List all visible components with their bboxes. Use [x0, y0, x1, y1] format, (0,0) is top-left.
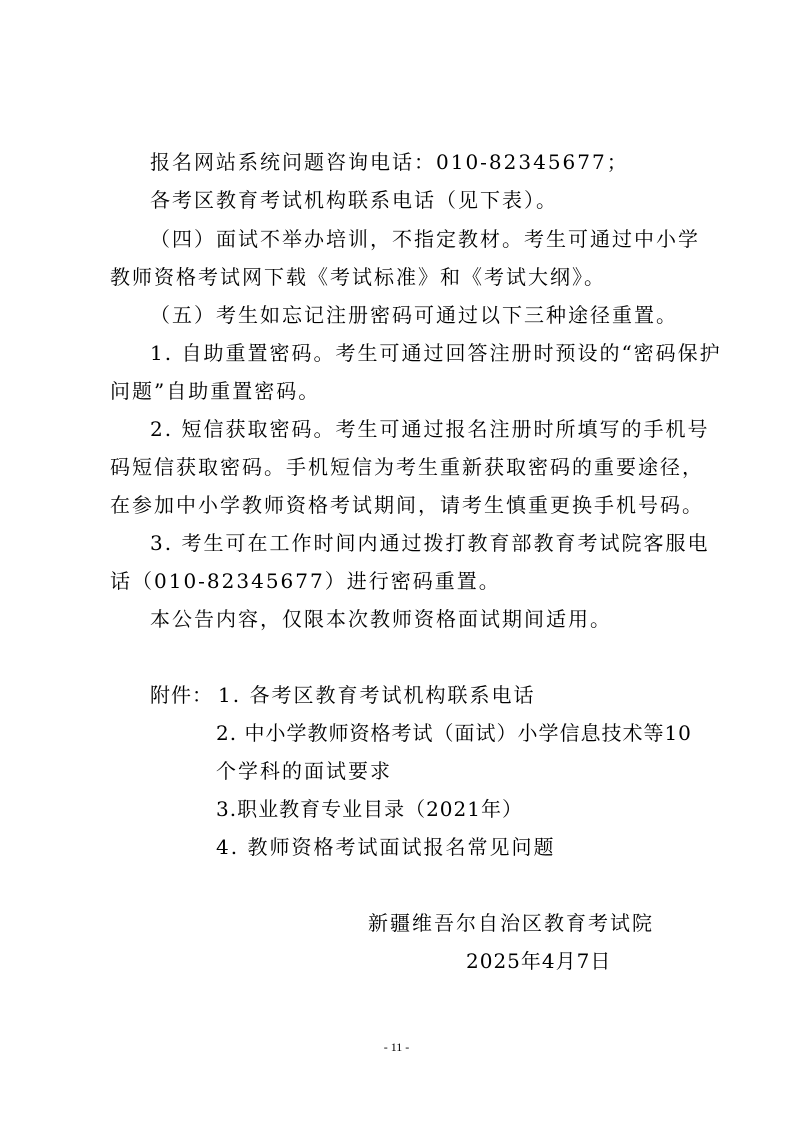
page-number: - 11 - [383, 1040, 410, 1054]
item-three-line2: 话（010-82345677）进行密码重置。 [110, 569, 501, 593]
section-four-line1: （四）面试不举办培训，不指定教材。考生可通过中小学 [150, 227, 700, 251]
attachment-item-1: 1. 各考区教育考试机构联系电话 [218, 683, 536, 707]
signature-org: 新疆维吾尔自治区教育考试院 [368, 911, 654, 935]
item-one-line2: 问题”自助重置密码。 [110, 379, 321, 403]
item-two-line2: 码短信获取密码。手机短信为考生重新获取密码的重要途径， [110, 455, 704, 479]
signature-date: 2025年4月7日 [466, 949, 612, 973]
attachments-label: 附件： [150, 683, 213, 707]
attachment-item-2-line2: 个学科的面试要求 [216, 759, 392, 783]
section-four-line2: 教师资格考试网下载《考试标准》和《考试大纲》。 [110, 265, 606, 289]
attachment-item-2-line1: 2. 中小学教师资格考试（面试）小学信息技术等10 [216, 721, 692, 745]
item-two-line3: 在参加中小学教师资格考试期间，请考生慎重更换手机号码。 [110, 493, 704, 517]
item-three-line1: 3. 考生可在工作时间内通过拨打教育部教育考试院客服电 [150, 531, 710, 555]
attachment-item-3: 3.职业教育专业目录（2021年） [216, 797, 523, 821]
applicability-line: 本公告内容，仅限本次教师资格面试期间适用。 [150, 607, 612, 631]
item-two-line1: 2. 短信获取密码。考生可通过报名注册时所填写的手机号 [150, 417, 710, 441]
contact-phone-line: 各考区教育考试机构联系电话（见下表）。 [150, 188, 558, 212]
consult-phone-line: 报名网站系统问题咨询电话：010-82345677； [150, 150, 629, 174]
item-one-line1: 1. 自助重置密码。考生可通过回答注册时预设的“密码保护 [150, 341, 722, 365]
section-five-heading: （五）考生如忘记注册密码可通过以下三种途径重置。 [150, 303, 678, 327]
attachment-item-4: 4. 教师资格考试面试报名常见问题 [216, 835, 556, 859]
